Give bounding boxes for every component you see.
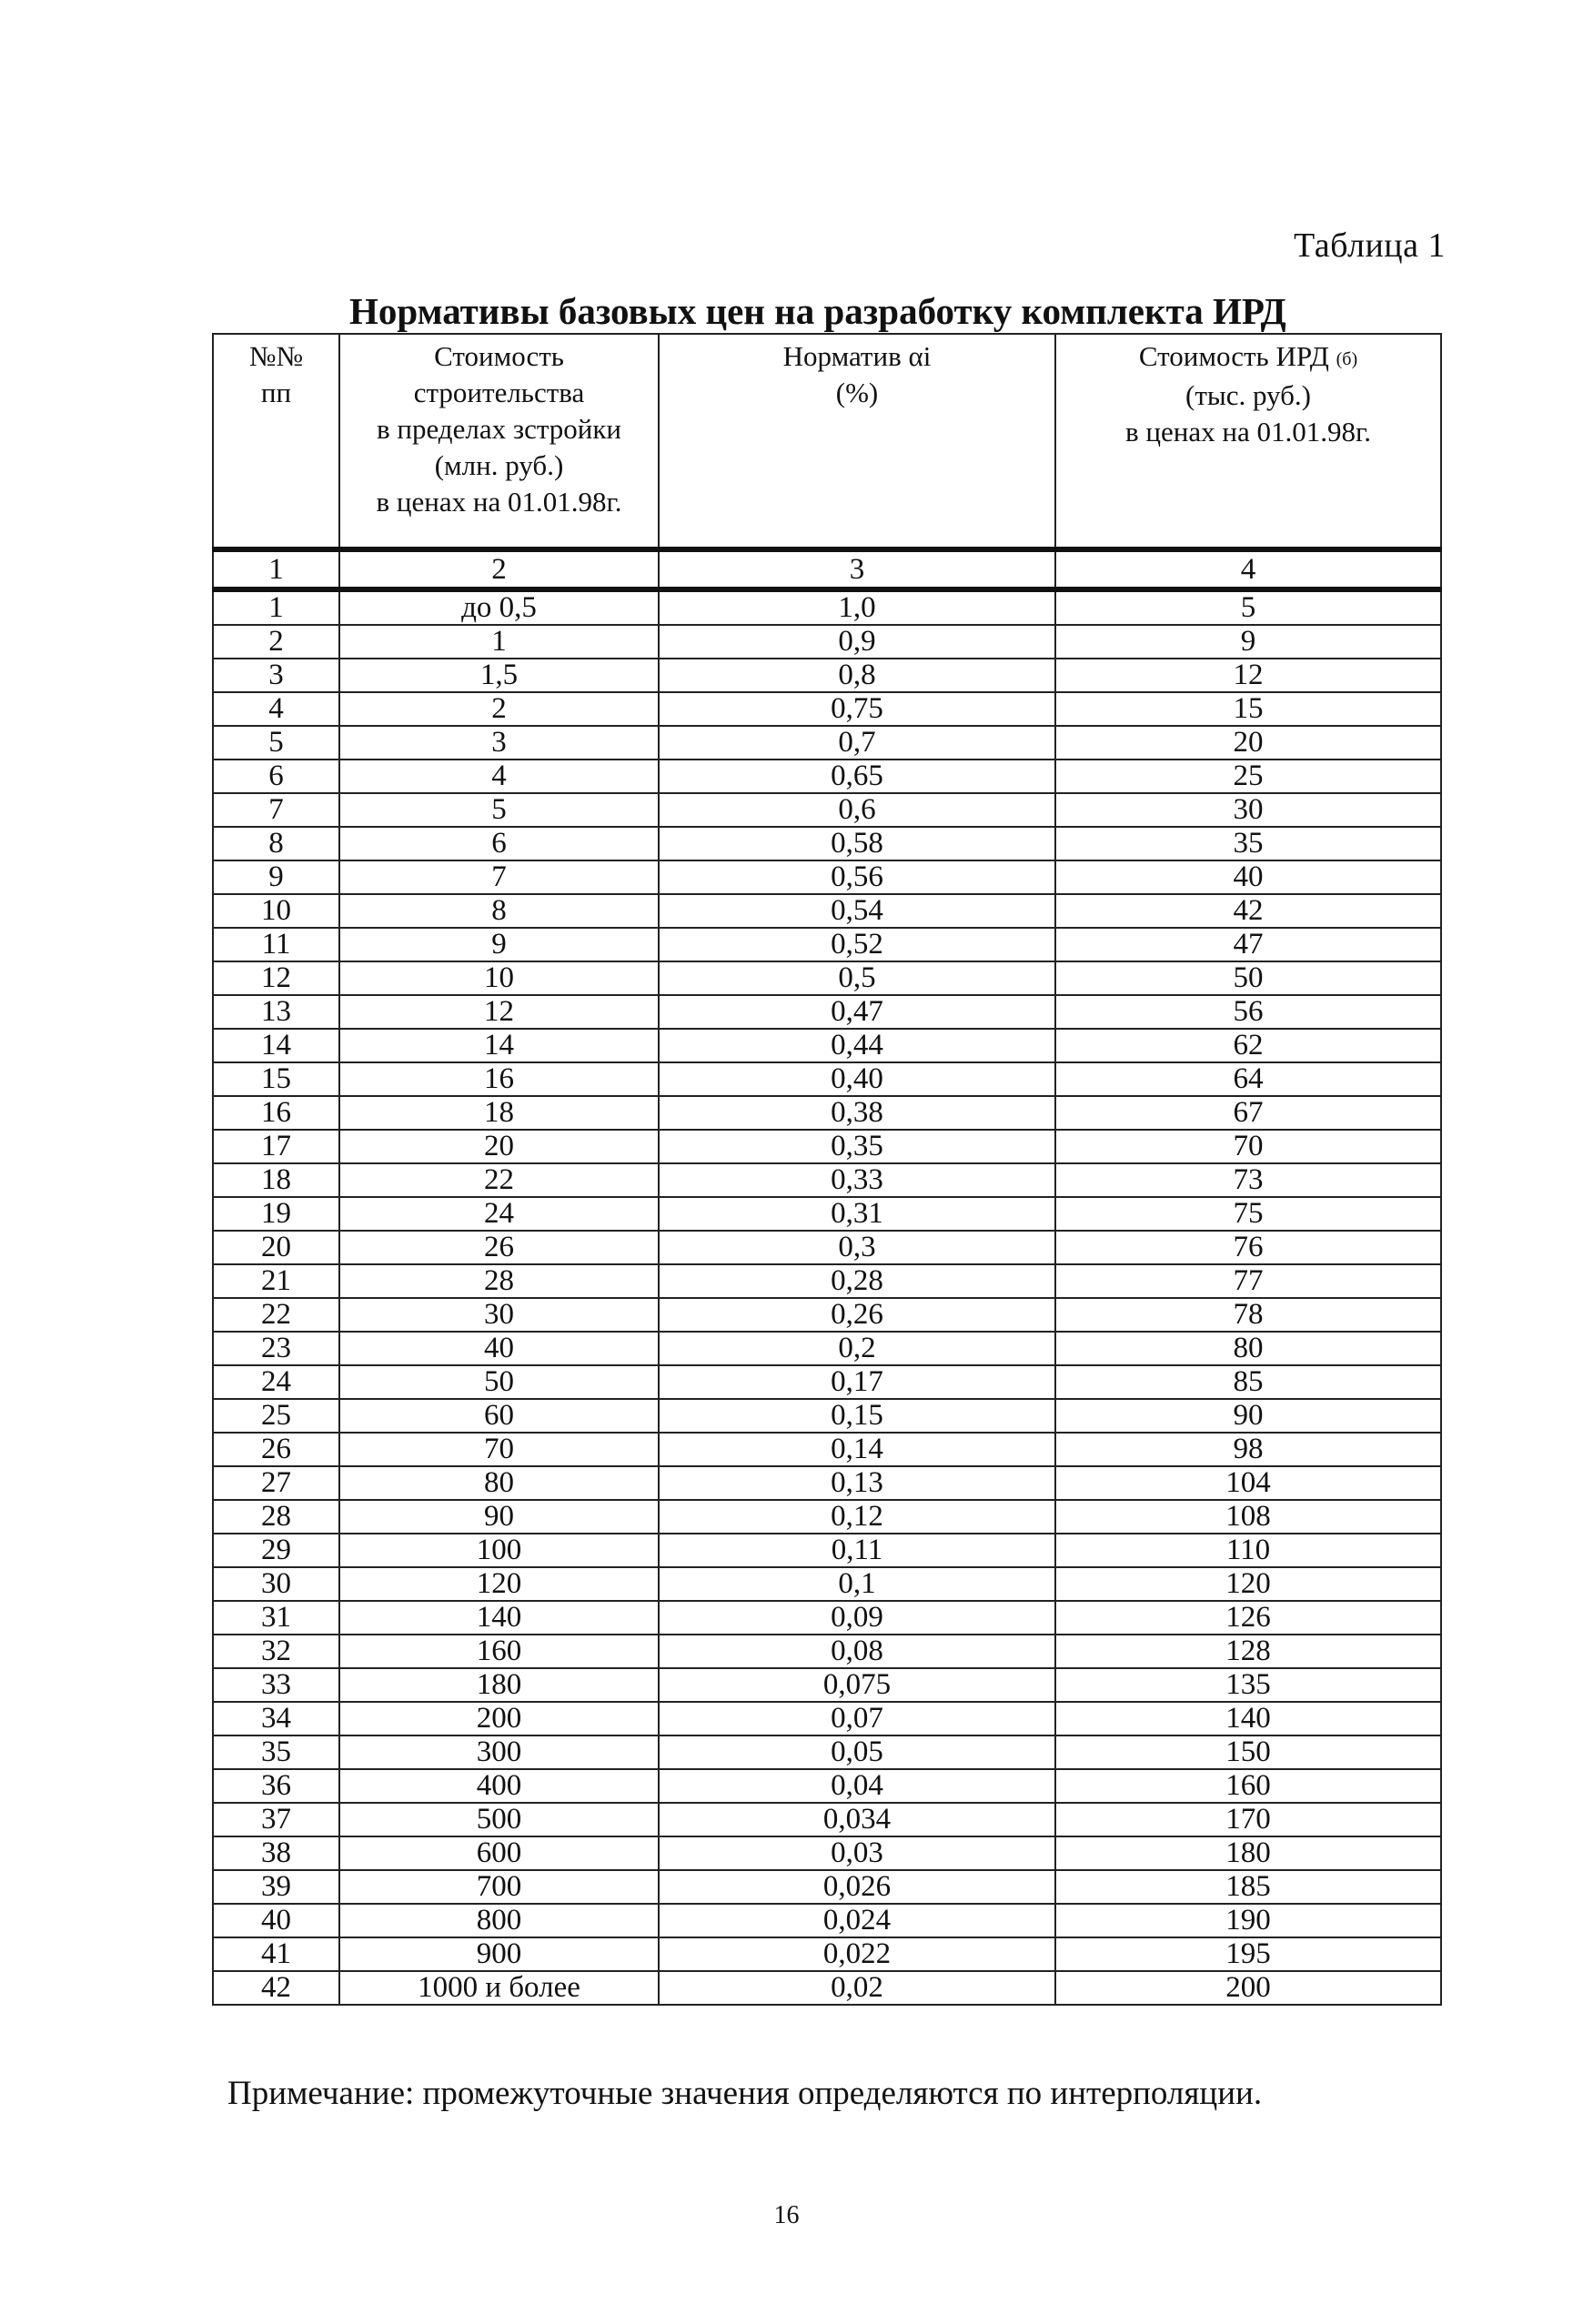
ird-cost-cell: 108 [1055,1500,1441,1534]
table-row [213,1534,1441,1567]
header-row [213,334,1441,549]
ird-cost-cell: 185 [1055,1870,1441,1904]
row-number-cell: 9 [213,860,339,894]
table-title: Нормативы базовых цен на разработку комплекта ИРД [349,290,1286,332]
column-number: 4 [1055,549,1441,589]
table-row [213,1365,1441,1399]
row-number-cell: 20 [213,1231,339,1264]
ird-cost-cell: 67 [1055,1096,1441,1130]
column-number: 2 [339,549,659,589]
ird-cost-cell: 5 [1055,589,1441,625]
ird-cost-cell: 80 [1055,1332,1441,1365]
table-row [213,1298,1441,1332]
table-row [213,1096,1441,1130]
norm-cell: 0,5 [659,961,1055,995]
header-line: пп [260,377,292,408]
construction-cost-cell: 500 [339,1803,659,1836]
row-number-cell: 11 [213,928,339,961]
norm-cell: 0,022 [659,1937,1055,1971]
ird-cost-cell: 135 [1055,1668,1441,1702]
ird-cost-cell: 78 [1055,1298,1441,1332]
header-norm [659,334,1055,549]
table-row [213,1870,1441,1904]
ird-cost-cell: 64 [1055,1062,1441,1096]
header-ird-sub: (б) [1336,348,1358,369]
column-number: 1 [213,549,339,589]
row-number-cell: 39 [213,1870,339,1904]
table-row [213,1500,1441,1534]
row-number-cell: 28 [213,1500,339,1534]
construction-cost-cell: 200 [339,1702,659,1735]
row-number-cell: 38 [213,1836,339,1870]
norm-cell: 0,17 [659,1365,1055,1399]
ird-cost-cell: 47 [1055,928,1441,961]
header-line: строительства [413,377,585,408]
table-row [213,961,1441,995]
construction-cost-cell: 600 [339,1836,659,1870]
row-number-cell: 21 [213,1264,339,1298]
table-row [213,827,1441,860]
ird-cost-cell: 200 [1055,1971,1441,2005]
table-row [213,894,1441,928]
norm-cell: 0,75 [659,692,1055,726]
header-line: Норматив αi [782,340,932,372]
header-line: в ценах на 01.01.98г. [1125,415,1371,448]
table-row [213,1399,1441,1433]
table-row [213,1231,1441,1264]
header-construction-cost [339,334,659,549]
table-row [213,793,1441,827]
row-number-cell: 4 [213,692,339,726]
norm-cell: 1,0 [659,589,1055,625]
construction-cost-cell: 20 [339,1130,659,1163]
header-line: Стоимость [434,340,564,372]
row-number-cell: 26 [213,1433,339,1466]
construction-cost-cell: 26 [339,1231,659,1264]
ird-cost-cell: 77 [1055,1264,1441,1298]
norm-cell: 0,07 [659,1702,1055,1735]
header-number [213,334,339,549]
ird-cost-cell: 90 [1055,1399,1441,1433]
footnote: Примечание: промежуточные значения определяются по интерполяции. [227,2075,1263,2112]
price-table [212,333,1442,2006]
row-number-cell: 19 [213,1197,339,1231]
ird-cost-cell: 56 [1055,995,1441,1029]
row-number-cell: 16 [213,1096,339,1130]
ird-cost-cell: 150 [1055,1735,1441,1769]
table-row [213,1163,1441,1197]
ird-cost-cell: 70 [1055,1130,1441,1163]
page-number: 16 [773,2201,800,2229]
row-number-cell: 17 [213,1130,339,1163]
ird-cost-cell: 12 [1055,659,1441,692]
row-number-cell: 13 [213,995,339,1029]
construction-cost-cell: 30 [339,1298,659,1332]
header-line: (млн. руб.) [434,449,564,481]
construction-cost-cell: 80 [339,1466,659,1500]
construction-cost-cell: 28 [339,1264,659,1298]
row-number-cell: 25 [213,1399,339,1433]
ird-cost-cell: 35 [1055,827,1441,860]
construction-cost-cell: 6 [339,827,659,860]
header-line: №№ [248,340,304,372]
header-ird-cost [1055,334,1441,549]
ird-cost-cell: 30 [1055,793,1441,827]
ird-cost-cell: 140 [1055,1702,1441,1735]
norm-cell: 0,52 [659,928,1055,961]
ird-cost-cell: 190 [1055,1904,1441,1937]
row-number-cell: 15 [213,1062,339,1096]
header-line: (тыс. руб.) [1185,378,1311,411]
row-number-cell: 37 [213,1803,339,1836]
ird-cost-cell: 104 [1055,1466,1441,1500]
norm-cell: 0,35 [659,1130,1055,1163]
construction-cost-cell: 4 [339,760,659,793]
price-table-container [212,333,1440,2006]
row-number-cell: 1 [213,589,339,625]
header-line: (%) [835,377,879,408]
norm-cell: 0,28 [659,1264,1055,1298]
ird-cost-cell: 76 [1055,1231,1441,1264]
ird-cost-cell: 126 [1055,1601,1441,1635]
norm-cell: 0,40 [659,1062,1055,1096]
row-number-cell: 3 [213,659,339,692]
norm-cell: 0,15 [659,1399,1055,1433]
construction-cost-cell: 700 [339,1870,659,1904]
construction-cost-cell: 140 [339,1601,659,1635]
norm-cell: 0,7 [659,726,1055,760]
construction-cost-cell: 7 [339,860,659,894]
construction-cost-cell: 12 [339,995,659,1029]
row-number-cell: 42 [213,1971,339,2005]
row-number-cell: 30 [213,1567,339,1601]
row-number-cell: 32 [213,1635,339,1668]
table-row [213,1904,1441,1937]
header-line: в ценах на 01.01.98г. [376,486,622,518]
row-number-cell: 24 [213,1365,339,1399]
header-line [1056,338,1440,377]
construction-cost-cell: 1000 и более [339,1971,659,2005]
norm-cell: 0,026 [659,1870,1055,1904]
row-number-cell: 7 [213,793,339,827]
norm-cell: 0,54 [659,894,1055,928]
construction-cost-cell: 10 [339,961,659,995]
norm-cell: 0,58 [659,827,1055,860]
norm-cell: 0,33 [659,1163,1055,1197]
construction-cost-cell: 18 [339,1096,659,1130]
ird-cost-cell: 128 [1055,1635,1441,1668]
table-row [213,1668,1441,1702]
table-row [213,1466,1441,1500]
column-number-row [213,549,1441,589]
construction-cost-cell: 400 [339,1769,659,1803]
ird-cost-cell: 20 [1055,726,1441,760]
norm-cell: 0,13 [659,1466,1055,1500]
norm-cell: 0,024 [659,1904,1055,1937]
table-row [213,1836,1441,1870]
table-row [213,726,1441,760]
row-number-cell: 33 [213,1668,339,1702]
table-row [213,1702,1441,1735]
table-row [213,1937,1441,1971]
construction-cost-cell: 100 [339,1534,659,1567]
norm-cell: 0,2 [659,1332,1055,1365]
construction-cost-cell: 300 [339,1735,659,1769]
ird-cost-cell: 195 [1055,1937,1441,1971]
construction-cost-cell: 70 [339,1433,659,1466]
norm-cell: 0,09 [659,1601,1055,1635]
construction-cost-cell: 1,5 [339,659,659,692]
row-number-cell: 31 [213,1601,339,1635]
norm-cell: 0,08 [659,1635,1055,1668]
construction-cost-cell: 50 [339,1365,659,1399]
table-row [213,1803,1441,1836]
table-row [213,1130,1441,1163]
ird-cost-cell: 110 [1055,1534,1441,1567]
norm-cell: 0,034 [659,1803,1055,1836]
norm-cell: 0,31 [659,1197,1055,1231]
header-line: в пределах зстройки [376,413,621,445]
row-number-cell: 18 [213,1163,339,1197]
construction-cost-cell: 5 [339,793,659,827]
ird-cost-cell: 170 [1055,1803,1441,1836]
construction-cost-cell: 900 [339,1937,659,1971]
construction-cost-cell: 24 [339,1197,659,1231]
row-number-cell: 29 [213,1534,339,1567]
norm-cell: 0,6 [659,793,1055,827]
construction-cost-cell: 9 [339,928,659,961]
ird-cost-cell: 120 [1055,1567,1441,1601]
construction-cost-cell: 3 [339,726,659,760]
norm-cell: 0,11 [659,1534,1055,1567]
construction-cost-cell: 160 [339,1635,659,1668]
table-row [213,692,1441,726]
ird-cost-cell: 15 [1055,692,1441,726]
table-row [213,1971,1441,2005]
table-row [213,1029,1441,1062]
table-row [213,1332,1441,1365]
ird-cost-cell: 62 [1055,1029,1441,1062]
row-number-cell: 27 [213,1466,339,1500]
norm-cell: 0,38 [659,1096,1055,1130]
table-row [213,1062,1441,1096]
construction-cost-cell: 60 [339,1399,659,1433]
ird-cost-cell: 180 [1055,1836,1441,1870]
row-number-cell: 35 [213,1735,339,1769]
table-row [213,589,1441,625]
norm-cell: 0,14 [659,1433,1055,1466]
norm-cell: 0,65 [659,760,1055,793]
norm-cell: 0,12 [659,1500,1055,1534]
table-row [213,995,1441,1029]
table-label: Таблица 1 [1293,226,1446,265]
table-row [213,1197,1441,1231]
row-number-cell: 36 [213,1769,339,1803]
construction-cost-cell: 800 [339,1904,659,1937]
table-row [213,1735,1441,1769]
table-row [213,1635,1441,1668]
row-number-cell: 40 [213,1904,339,1937]
construction-cost-cell: 120 [339,1567,659,1601]
table-row [213,860,1441,894]
construction-cost-cell: 2 [339,692,659,726]
construction-cost-cell: 14 [339,1029,659,1062]
row-number-cell: 10 [213,894,339,928]
norm-cell: 0,47 [659,995,1055,1029]
table-row [213,625,1441,659]
ird-cost-cell: 9 [1055,625,1441,659]
table-row [213,659,1441,692]
norm-cell: 0,3 [659,1231,1055,1264]
table-row [213,1567,1441,1601]
norm-cell: 0,9 [659,625,1055,659]
construction-cost-cell: 1 [339,625,659,659]
construction-cost-cell: 40 [339,1332,659,1365]
norm-cell: 0,02 [659,1971,1055,2005]
row-number-cell: 41 [213,1937,339,1971]
ird-cost-cell: 75 [1055,1197,1441,1231]
row-number-cell: 8 [213,827,339,860]
table-row [213,760,1441,793]
ird-cost-cell: 98 [1055,1433,1441,1466]
construction-cost-cell: до 0,5 [339,589,659,625]
ird-cost-cell: 160 [1055,1769,1441,1803]
norm-cell: 0,8 [659,659,1055,692]
ird-cost-cell: 50 [1055,961,1441,995]
norm-cell: 0,075 [659,1668,1055,1702]
norm-cell: 0,04 [659,1769,1055,1803]
row-number-cell: 12 [213,961,339,995]
table-row [213,1264,1441,1298]
table-row [213,1769,1441,1803]
construction-cost-cell: 16 [339,1062,659,1096]
norm-cell: 0,56 [659,860,1055,894]
ird-cost-cell: 73 [1055,1163,1441,1197]
norm-cell: 0,1 [659,1567,1055,1601]
construction-cost-cell: 8 [339,894,659,928]
ird-cost-cell: 40 [1055,860,1441,894]
table-row [213,1601,1441,1635]
column-number: 3 [659,549,1055,589]
row-number-cell: 22 [213,1298,339,1332]
table-body [213,589,1441,2005]
construction-cost-cell: 90 [339,1500,659,1534]
row-number-cell: 5 [213,726,339,760]
row-number-cell: 34 [213,1702,339,1735]
table-row [213,1433,1441,1466]
norm-cell: 0,44 [659,1029,1055,1062]
row-number-cell: 2 [213,625,339,659]
ird-cost-cell: 25 [1055,760,1441,793]
header-ird-main: Стоимость ИРД [1138,340,1329,372]
row-number-cell: 6 [213,760,339,793]
construction-cost-cell: 22 [339,1163,659,1197]
norm-cell: 0,05 [659,1735,1055,1769]
table-row [213,928,1441,961]
construction-cost-cell: 180 [339,1668,659,1702]
norm-cell: 0,26 [659,1298,1055,1332]
row-number-cell: 14 [213,1029,339,1062]
row-number-cell: 23 [213,1332,339,1365]
ird-cost-cell: 85 [1055,1365,1441,1399]
norm-cell: 0,03 [659,1836,1055,1870]
ird-cost-cell: 42 [1055,894,1441,928]
